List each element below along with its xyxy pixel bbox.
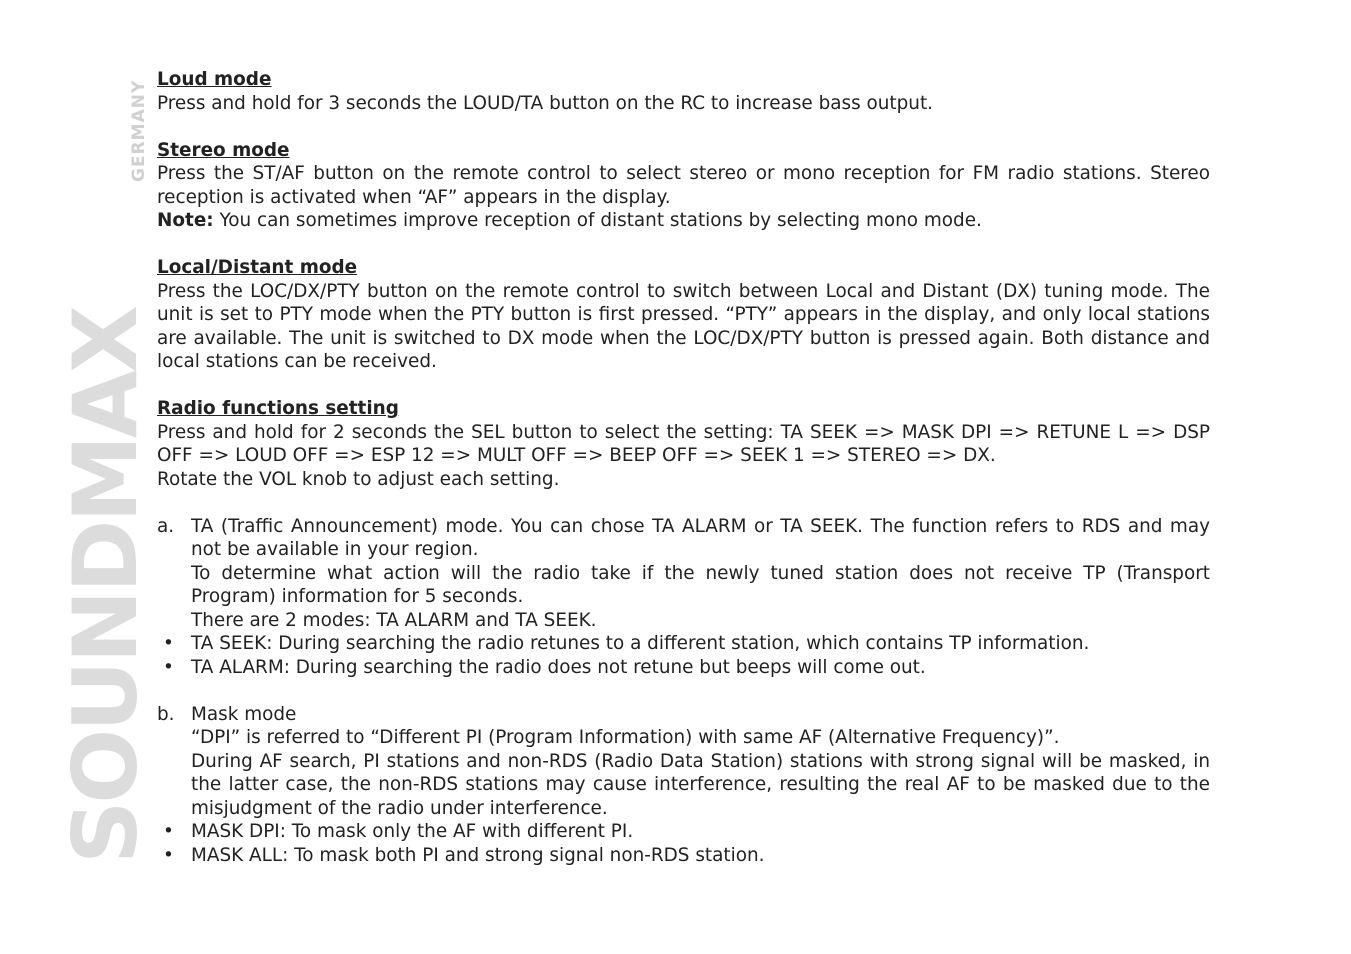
item-body	[191, 703, 1210, 821]
item-a-ta-mode	[157, 515, 1210, 680]
note-label: Note:	[157, 210, 214, 231]
section-text: Press the ST/AF button on the remote control to select stereo or mono reception for FM radio stations. Stereo reception is activated when “AF” appears in the display.	[157, 163, 1210, 208]
bullet-icon: •	[163, 844, 174, 866]
soundmax-logo	[54, 72, 157, 864]
bullet-item	[157, 844, 1210, 868]
bullet-item	[157, 820, 1210, 844]
item-paragraph: To determine what action will the radio take if the newly tuned station does not receive TP (Transport Program) information for 5 seconds.	[191, 562, 1210, 607]
section-stereo-mode	[157, 139, 1210, 233]
section-text: Press and hold for 2 seconds the SEL button to select the setting: TA SEEK => MASK DPI => RETUNE L => DSP OFF => LOUD OFF => ESP 12 => MULT OFF => BEEP OFF => SEEK 1 => STEREO => DX.	[157, 421, 1210, 466]
item-marker: a.	[157, 515, 175, 537]
section-text: Press and hold for 3 seconds the LOUD/TA button on the RC to increase bass output.	[157, 92, 934, 114]
bullet-text: MASK DPI: To mask only the AF with different PI.	[191, 821, 634, 842]
section-heading: Radio functions setting	[157, 398, 399, 419]
list-item	[157, 703, 1210, 821]
section-loud-mode	[157, 68, 1210, 115]
manual-page-content	[157, 68, 1210, 891]
section-heading: Local/Distant mode	[157, 257, 358, 278]
bullet-text: TA SEEK: During searching the radio retunes to a different station, which contains TP information.	[191, 633, 1090, 654]
item-paragraph: Mask mode	[191, 703, 297, 725]
list-item	[157, 515, 1210, 633]
bullet-text: MASK ALL: To mask both PI and strong signal non-RDS station.	[191, 844, 765, 866]
bullet-text: TA ALARM: During searching the radio does not retune but beeps will come out.	[191, 656, 926, 678]
bullet-icon: •	[163, 656, 174, 678]
logo-wordmark: SOUNDMAX	[54, 308, 157, 864]
bullet-icon: •	[163, 821, 174, 842]
item-body	[191, 515, 1210, 633]
section-text-2: Rotate the VOL knob to adjust each setting.	[157, 468, 560, 490]
bullet-item	[157, 656, 1210, 680]
bullet-item	[157, 632, 1210, 656]
item-b-mask-mode	[157, 703, 1210, 868]
section-local-distant-mode	[157, 256, 1210, 374]
section-radio-functions	[157, 397, 1210, 491]
section-text: Press the LOC/DX/PTY button on the remote control to switch between Local and Distant (DX) tuning mode. The unit is set to PTY mode when the PTY button is first pressed. “PTY” appears in the display, and only local stations are available. The unit is switched to DX mode when the LOC/DX/PTY button is pressed again. Both distance and local stations can be received.	[157, 280, 1210, 372]
item-paragraph: TA (Traffic Announcement) mode. You can chose TA ALARM or TA SEEK. The function refers to RDS and may not be available in your region.	[191, 515, 1210, 560]
bullet-icon: •	[163, 633, 174, 654]
section-heading: Stereo mode	[157, 139, 290, 161]
item-paragraph: During AF search, PI stations and non-RDS (Radio Data Station) stations with strong signal will be masked, in the latter case, the non-RDS stations may cause interference, resulting the real AF to be masked due to the misjudgment of the radio under interference.	[191, 750, 1210, 819]
note-paragraph	[157, 209, 1210, 233]
item-paragraph: “DPI” is referred to “Different PI (Program Information) with same AF (Alternative Frequency)”.	[191, 727, 1060, 748]
item-paragraph: There are 2 modes: TA ALARM and TA SEEK.	[191, 609, 597, 631]
note-text: You can sometimes improve reception of distant stations by selecting mono mode.	[213, 210, 982, 231]
item-marker: b.	[157, 703, 175, 725]
section-heading: Loud mode	[157, 69, 272, 90]
logo-subtitle: GERMANY	[129, 79, 149, 182]
